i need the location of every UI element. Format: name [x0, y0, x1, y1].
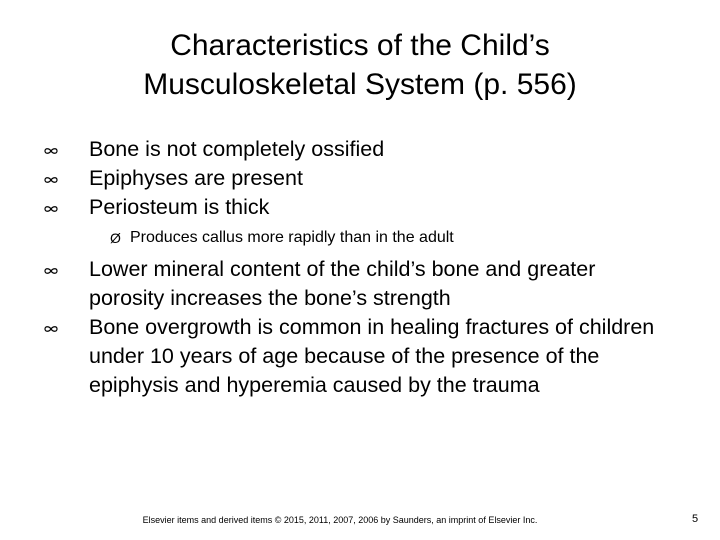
infinity-bullet-icon: [43, 205, 59, 213]
copyright-footer: Elsevier items and derived items © 2015, 2011, 2007, 2006 by Saunders, an imprint of Elsevier Inc.: [142, 515, 538, 525]
slide-title: [60, 26, 660, 104]
bullet-item: [0, 164, 720, 193]
sub-bullet-text: Produces callus more rapidly than in the adult: [130, 229, 454, 246]
bullet-list: [0, 135, 720, 400]
infinity-bullet-icon: [43, 267, 59, 275]
bullet-text: Epiphyses are present: [89, 166, 303, 190]
bullet-text: Bone overgrowth is common in healing fractures of children under 10 years of age because of the presence of the epiphysis and hyperemia caused by the trauma: [89, 315, 655, 397]
infinity-bullet-icon: [43, 176, 59, 184]
infinity-bullet-icon: [43, 325, 59, 333]
bullet-item: [0, 255, 720, 313]
bullet-text: Periosteum is thick: [89, 195, 270, 219]
slide-title-line-1: Characteristics of the Child’s: [170, 29, 550, 62]
arrow-bullet-icon: Ø: [110, 230, 121, 246]
bullet-text: Lower mineral content of the child’s bone and greater porosity increases the bone’s strength: [89, 257, 596, 310]
bullet-text: Bone is not completely ossified: [89, 137, 385, 161]
page-number: 5: [692, 513, 699, 525]
infinity-bullet-icon: [43, 147, 59, 155]
sub-bullet-item: [0, 227, 720, 249]
slide-title-line-2: Musculoskeletal System (p. 556): [143, 68, 577, 101]
bullet-item: [0, 193, 720, 222]
bullet-item: [0, 135, 720, 164]
bullet-item: [0, 313, 720, 400]
